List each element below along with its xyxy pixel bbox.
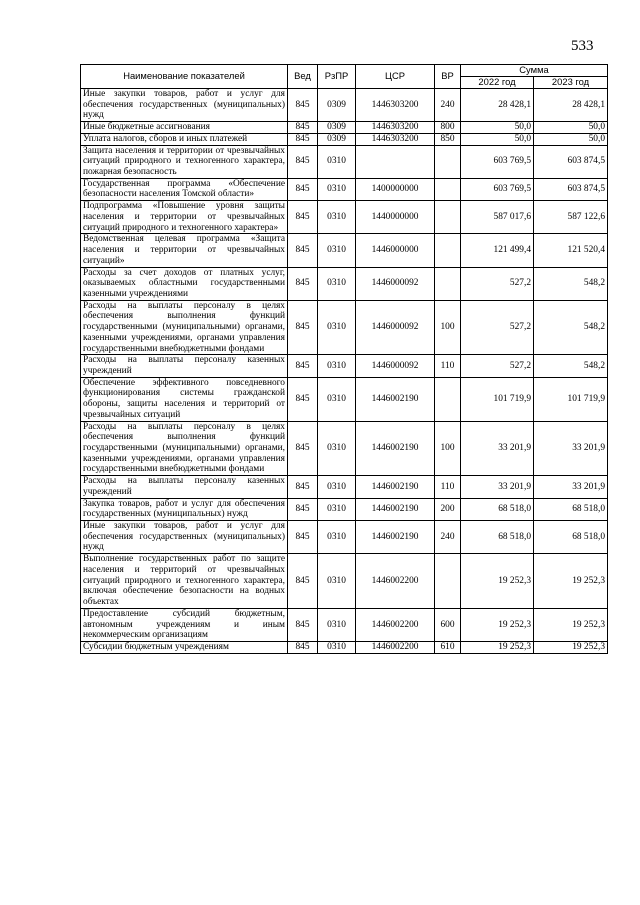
row-ved: 845: [288, 498, 318, 520]
header-csr: ЦСР: [356, 65, 435, 89]
row-amount-2023: 587 122,6: [534, 201, 608, 234]
row-amount-2022: 603 769,5: [461, 178, 534, 200]
row-vr: 110: [435, 476, 461, 498]
row-rzpr: 0310: [318, 267, 356, 300]
row-name: Субсидии бюджетным учреждениям: [81, 641, 288, 653]
row-amount-2022: 68 518,0: [461, 521, 534, 554]
page-number: 533: [571, 38, 594, 54]
table-row: [81, 498, 608, 520]
row-vr: [435, 234, 461, 267]
row-ved: 845: [288, 267, 318, 300]
row-name: Ведомственная целевая программа «Защита населения и территории от чрезвычайных ситуаций»: [81, 234, 288, 267]
row-amount-2023: 19 252,3: [534, 641, 608, 653]
row-csr: 1446000000: [356, 234, 435, 267]
row-name: Расходы на выплаты персоналу казенных учреждений: [81, 355, 288, 377]
table-row: [81, 377, 608, 421]
row-amount-2023: 68 518,0: [534, 498, 608, 520]
row-vr: 610: [435, 641, 461, 653]
row-ved: 845: [288, 554, 318, 609]
table-row: [81, 145, 608, 178]
row-amount-2022: 50,0: [461, 122, 534, 134]
row-name: Защита населения и территории от чрезвычайных ситуаций природного и техногенного характера, пожарная безопасность: [81, 145, 288, 178]
row-amount-2022: 33 201,9: [461, 421, 534, 476]
row-rzpr: 0310: [318, 641, 356, 653]
table-row: [81, 122, 608, 134]
row-name: Иные закупки товаров, работ и услуг для обеспечения государственных (муниципальных) нужд: [81, 89, 288, 122]
row-amount-2022: 19 252,3: [461, 641, 534, 653]
row-name: Иные закупки товаров, работ и услуг для обеспечения государственных (муниципальных) нужд: [81, 521, 288, 554]
row-vr: [435, 267, 461, 300]
row-name: Уплата налогов, сборов и иных платежей: [81, 133, 288, 145]
header-year-2023: 2023 год: [534, 77, 608, 89]
row-csr: 1440000000: [356, 201, 435, 234]
row-amount-2023: 121 520,4: [534, 234, 608, 267]
row-amount-2022: 33 201,9: [461, 476, 534, 498]
row-ved: 845: [288, 234, 318, 267]
header-year-2022: 2022 год: [461, 77, 534, 89]
row-rzpr: 0310: [318, 521, 356, 554]
row-name: Иные бюджетные ассигнования: [81, 122, 288, 134]
table-row: [81, 89, 608, 122]
table-row: [81, 234, 608, 267]
row-name: Государственная программа «Обеспечение безопасности населения Томской области»: [81, 178, 288, 200]
table-row: [81, 554, 608, 609]
row-amount-2023: 28 428,1: [534, 89, 608, 122]
row-vr: [435, 201, 461, 234]
row-amount-2023: 68 518,0: [534, 521, 608, 554]
row-amount-2023: 50,0: [534, 133, 608, 145]
table-row: [81, 355, 608, 377]
row-csr: 1446002190: [356, 377, 435, 421]
row-amount-2023: 548,2: [534, 355, 608, 377]
row-rzpr: 0310: [318, 377, 356, 421]
row-amount-2023: 548,2: [534, 300, 608, 355]
row-amount-2022: 101 719,9: [461, 377, 534, 421]
row-csr: 1446002200: [356, 608, 435, 641]
row-rzpr: 0310: [318, 498, 356, 520]
row-vr: 850: [435, 133, 461, 145]
row-ved: 845: [288, 201, 318, 234]
row-csr: 1446303200: [356, 122, 435, 134]
row-csr: 1446002190: [356, 421, 435, 476]
row-amount-2023: 603 874,5: [534, 178, 608, 200]
header-ved: Вед: [288, 65, 318, 89]
row-rzpr: 0310: [318, 234, 356, 267]
row-amount-2022: 68 518,0: [461, 498, 534, 520]
table-row: [81, 178, 608, 200]
row-csr: 1446303200: [356, 133, 435, 145]
row-vr: 240: [435, 521, 461, 554]
header-rzpr: РзПР: [318, 65, 356, 89]
table-row: [81, 201, 608, 234]
row-rzpr: 0309: [318, 89, 356, 122]
row-rzpr: 0310: [318, 421, 356, 476]
row-vr: [435, 178, 461, 200]
row-ved: 845: [288, 178, 318, 200]
row-name: Выполнение государственных работ по защите населения и территорий от чрезвычайных ситуаций природного и техногенного характера, включая обеспечение безопасности на водных объектах: [81, 554, 288, 609]
row-csr: [356, 145, 435, 178]
row-vr: 800: [435, 122, 461, 134]
row-amount-2023: 101 719,9: [534, 377, 608, 421]
row-amount-2022: 121 499,4: [461, 234, 534, 267]
row-amount-2023: 33 201,9: [534, 476, 608, 498]
row-vr: 200: [435, 498, 461, 520]
table-row: [81, 133, 608, 145]
row-amount-2023: 50,0: [534, 122, 608, 134]
row-csr: 1446002200: [356, 641, 435, 653]
row-rzpr: 0310: [318, 554, 356, 609]
row-csr: 1446000092: [356, 300, 435, 355]
row-amount-2023: 603 874,5: [534, 145, 608, 178]
row-rzpr: 0310: [318, 201, 356, 234]
row-vr: [435, 377, 461, 421]
row-csr: 1446000092: [356, 355, 435, 377]
row-ved: 845: [288, 641, 318, 653]
row-name: Обеспечение эффективного повседневного функционирования системы гражданской обороны, защиты населения и территорий от чрезвычайных ситуаций: [81, 377, 288, 421]
row-name: Расходы на выплаты персоналу в целях обеспечения выполнения функций государственными (муниципальными) органами, казенными учреждениями, органами управления государственными внебюджетными фондами: [81, 300, 288, 355]
row-vr: 110: [435, 355, 461, 377]
table-row: [81, 300, 608, 355]
row-amount-2023: 19 252,3: [534, 608, 608, 641]
row-rzpr: 0309: [318, 122, 356, 134]
row-name: Подпрограмма «Повышение уровня защиты населения и территории от чрезвычайных ситуаций природного и техногенного характера»: [81, 201, 288, 234]
header-name: Наименование показателей: [81, 65, 288, 89]
header-sum: Сумма: [461, 65, 608, 77]
row-csr: 1400000000: [356, 178, 435, 200]
row-csr: 1446000092: [356, 267, 435, 300]
table-row: [81, 421, 608, 476]
row-ved: 845: [288, 89, 318, 122]
row-ved: 845: [288, 300, 318, 355]
row-amount-2022: 527,2: [461, 267, 534, 300]
row-ved: 845: [288, 133, 318, 145]
row-name: Расходы на выплаты персоналу казенных учреждений: [81, 476, 288, 498]
row-amount-2023: 33 201,9: [534, 421, 608, 476]
budget-table: [80, 64, 608, 654]
row-amount-2022: 587 017,6: [461, 201, 534, 234]
row-rzpr: 0310: [318, 355, 356, 377]
row-ved: 845: [288, 122, 318, 134]
row-ved: 845: [288, 421, 318, 476]
row-rzpr: 0310: [318, 476, 356, 498]
row-name: Расходы на выплаты персоналу в целях обеспечения выполнения функций государственными (муниципальными) органами, казенными учреждениями, органами управления государственными внебюджетными фондами: [81, 421, 288, 476]
row-ved: 845: [288, 608, 318, 641]
row-csr: 1446002190: [356, 498, 435, 520]
table-header: [81, 65, 608, 89]
row-csr: 1446303200: [356, 89, 435, 122]
row-amount-2022: 603 769,5: [461, 145, 534, 178]
row-vr: [435, 554, 461, 609]
row-rzpr: 0310: [318, 300, 356, 355]
row-amount-2022: 19 252,3: [461, 608, 534, 641]
row-amount-2022: 527,2: [461, 355, 534, 377]
row-name: Закупка товаров, работ и услуг для обеспечения государственных (муниципальных) нужд: [81, 498, 288, 520]
header-vr: ВР: [435, 65, 461, 89]
row-csr: 1446002200: [356, 554, 435, 609]
row-amount-2022: 28 428,1: [461, 89, 534, 122]
table-row: [81, 641, 608, 653]
row-vr: 240: [435, 89, 461, 122]
table-row: [81, 267, 608, 300]
table-row: [81, 608, 608, 641]
row-ved: 845: [288, 476, 318, 498]
row-csr: 1446002190: [356, 521, 435, 554]
row-amount-2023: 19 252,3: [534, 554, 608, 609]
row-ved: 845: [288, 377, 318, 421]
table-body: [81, 89, 608, 654]
row-vr: 100: [435, 421, 461, 476]
row-rzpr: 0309: [318, 133, 356, 145]
row-ved: 845: [288, 145, 318, 178]
row-csr: 1446002190: [356, 476, 435, 498]
table-row: [81, 476, 608, 498]
row-amount-2022: 19 252,3: [461, 554, 534, 609]
row-amount-2022: 527,2: [461, 300, 534, 355]
table-row: [81, 521, 608, 554]
row-amount-2023: 548,2: [534, 267, 608, 300]
row-rzpr: 0310: [318, 608, 356, 641]
row-ved: 845: [288, 521, 318, 554]
row-vr: 600: [435, 608, 461, 641]
row-ved: 845: [288, 355, 318, 377]
row-rzpr: 0310: [318, 178, 356, 200]
row-rzpr: 0310: [318, 145, 356, 178]
row-name: Расходы за счет доходов от платных услуг, оказываемых областными государственными казенными учреждениями: [81, 267, 288, 300]
row-vr: [435, 145, 461, 178]
row-name: Предоставление субсидий бюджетным, автономным учреждениям и иным некоммерческим организациям: [81, 608, 288, 641]
row-amount-2022: 50,0: [461, 133, 534, 145]
row-vr: 100: [435, 300, 461, 355]
